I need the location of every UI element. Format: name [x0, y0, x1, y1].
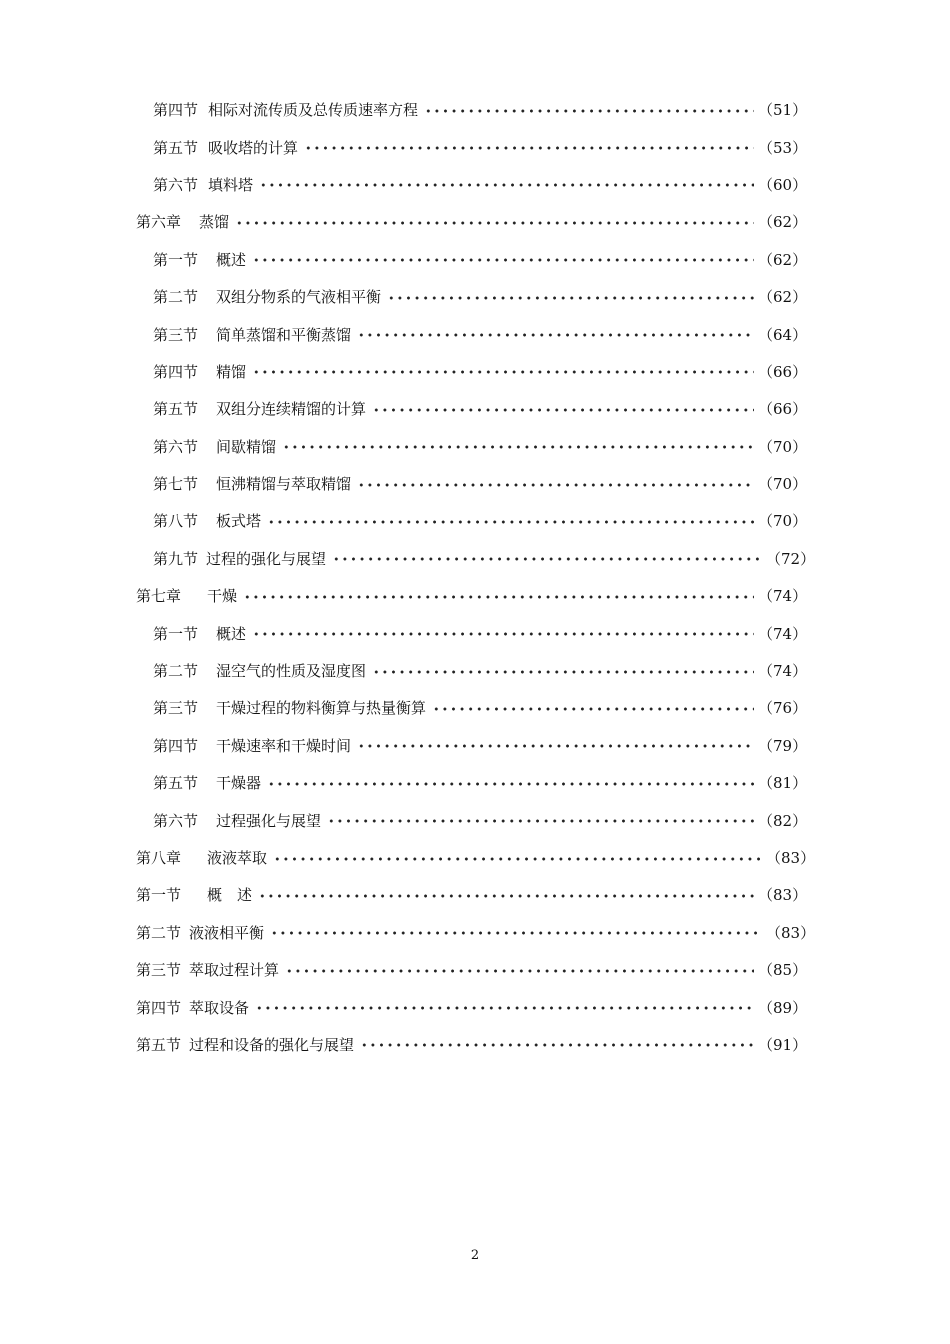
toc-entry-title: 干燥速率和干燥时间 — [216, 736, 352, 755]
toc-entry[interactable] — [0, 801, 950, 838]
toc-entry-page: （83） — [766, 923, 816, 942]
dot-leader — [357, 744, 754, 748]
toc-entry-page: （79） — [758, 736, 808, 755]
toc-entry-number: 第四节 — [153, 101, 199, 120]
toc-entry[interactable] — [0, 727, 950, 764]
toc-entry[interactable] — [0, 914, 950, 951]
toc-entry-title: 蒸馏 — [199, 213, 230, 232]
toc-entry-title: 间歇精馏 — [216, 437, 277, 456]
toc-entry-title: 吸收塔的计算 — [208, 138, 299, 157]
toc-entry-page: （83） — [766, 849, 816, 867]
toc-entry[interactable] — [0, 988, 950, 1025]
toc-entry-title: 板式塔 — [216, 512, 262, 531]
dot-leader — [432, 707, 754, 711]
dot-leader — [360, 1043, 754, 1047]
toc-entry-title: 过程的强化与展望 — [206, 549, 327, 568]
dot-leader — [252, 258, 754, 262]
dot-leader — [424, 109, 754, 113]
toc-entry-title: 过程强化与展望 — [216, 811, 322, 830]
toc-entry-title: 萃取设备 — [189, 998, 250, 1017]
toc-chapter-entry[interactable] — [0, 203, 950, 240]
toc-entry-number: 第二节 — [153, 288, 199, 307]
toc-entry-title: 概述 — [216, 250, 247, 269]
toc-entry[interactable] — [0, 1026, 950, 1063]
dot-leader — [267, 520, 754, 524]
toc-entry-number: 第五节 — [153, 774, 199, 793]
toc-entry-page: （62） — [758, 288, 808, 307]
toc-entry-number: 第五节 — [153, 138, 199, 157]
dot-leader — [327, 819, 754, 823]
toc-entry-page: （66） — [758, 400, 808, 419]
toc-entry-title: 液液相平衡 — [189, 923, 265, 942]
toc-entry[interactable] — [0, 764, 950, 801]
toc-entry[interactable] — [0, 502, 950, 539]
toc-entry[interactable] — [0, 278, 950, 315]
toc-entry[interactable] — [0, 428, 950, 465]
toc-entry-title: 干燥器 — [216, 774, 262, 793]
toc-entry-number: 第七章 — [136, 587, 182, 606]
toc-entry-title: 概 述 — [207, 886, 253, 905]
toc-entry-page: （83） — [758, 886, 808, 905]
toc-entry-page: （70） — [758, 512, 808, 531]
dot-leader — [273, 857, 762, 861]
dot-leader — [372, 670, 754, 674]
toc-entry-number: 第一节 — [153, 250, 199, 269]
toc-entry-number: 第五节 — [153, 400, 199, 419]
toc-entry[interactable] — [0, 241, 950, 278]
dot-leader — [270, 931, 762, 935]
toc-entry-number: 第八节 — [153, 512, 199, 531]
dot-leader — [252, 632, 754, 636]
toc-entry-title: 概述 — [216, 624, 247, 643]
table-of-contents — [0, 91, 950, 1063]
toc-entry-page: （66） — [758, 362, 808, 381]
toc-entry-page: （72） — [766, 549, 816, 568]
toc-entry[interactable] — [0, 465, 950, 502]
toc-entry-number: 第一节 — [153, 624, 199, 643]
toc-entry[interactable] — [0, 390, 950, 427]
toc-entry-title: 干燥过程的物料衡算与热量衡算 — [216, 699, 427, 718]
dot-leader — [259, 183, 754, 187]
toc-chapter-entry[interactable] — [0, 577, 950, 614]
dot-leader — [285, 969, 754, 973]
toc-entry-number: 第六节 — [153, 437, 199, 456]
toc-entry-number: 第六节 — [153, 175, 199, 194]
dot-leader — [332, 557, 762, 561]
toc-entry-page: （89） — [758, 998, 808, 1017]
toc-entry[interactable] — [0, 951, 950, 988]
toc-entry-page: （62） — [758, 213, 808, 232]
toc-entry[interactable] — [0, 91, 950, 128]
toc-entry-page: （76） — [758, 699, 808, 718]
toc-entry-page: （70） — [758, 437, 808, 456]
dot-leader — [243, 595, 754, 599]
toc-entry-page: （74） — [758, 587, 808, 606]
toc-entry-number: 第一节 — [136, 886, 182, 905]
toc-entry-title: 双组分连续精馏的计算 — [216, 400, 367, 419]
toc-entry-title: 双组分物系的气液相平衡 — [216, 288, 382, 307]
dot-leader — [255, 1006, 754, 1010]
toc-entry-number: 第五节 — [136, 1035, 182, 1054]
toc-entry-page: （51） — [758, 101, 808, 120]
toc-entry[interactable] — [0, 353, 950, 390]
toc-entry-title: 湿空气的性质及湿度图 — [216, 662, 367, 681]
dot-leader — [267, 782, 754, 786]
toc-entry-title: 液液萃取 — [207, 849, 268, 867]
toc-entry-page: （74） — [758, 624, 808, 643]
toc-entry-page: （53） — [758, 138, 808, 157]
toc-entry-number: 第八章 — [136, 849, 182, 867]
toc-entry-page: （91） — [758, 1035, 808, 1054]
toc-entry-page: （81） — [758, 774, 808, 793]
toc-entry-number: 第九节 — [153, 549, 199, 568]
dot-leader — [372, 408, 754, 412]
toc-entry-title: 干燥 — [207, 587, 238, 606]
toc-entry-title: 过程和设备的强化与展望 — [189, 1035, 355, 1054]
toc-entry[interactable] — [0, 689, 950, 726]
toc-entry-number: 第二节 — [136, 923, 182, 942]
dot-leader — [282, 445, 754, 449]
toc-entry-page: （85） — [758, 961, 808, 980]
toc-entry-page: （74） — [758, 662, 808, 681]
toc-entry[interactable] — [0, 652, 950, 689]
toc-entry-number: 第四节 — [136, 998, 182, 1017]
toc-entry-number: 第三节 — [153, 699, 199, 718]
toc-entry-title: 恒沸精馏与萃取精馏 — [216, 475, 352, 494]
dot-leader — [304, 146, 754, 150]
page-number: 2 — [470, 1248, 480, 1263]
dot-leader — [252, 370, 754, 374]
toc-entry-number: 第三节 — [153, 325, 199, 344]
toc-entry-number: 第七节 — [153, 475, 199, 494]
toc-entry-page: （64） — [758, 325, 808, 344]
dot-leader — [258, 894, 754, 898]
toc-entry-title: 精馏 — [216, 362, 247, 381]
toc-entry[interactable] — [0, 876, 950, 913]
toc-entry-page: （60） — [758, 175, 808, 194]
toc-entry-number: 第四节 — [153, 362, 199, 381]
toc-entry[interactable] — [0, 614, 950, 651]
toc-entry-page: （62） — [758, 250, 808, 269]
toc-entry-number: 第三节 — [136, 961, 182, 980]
toc-entry-title: 简单蒸馏和平衡蒸馏 — [216, 325, 352, 344]
toc-entry[interactable] — [0, 540, 950, 577]
toc-entry[interactable] — [0, 128, 950, 165]
toc-chapter-entry[interactable] — [0, 839, 950, 876]
toc-entry-number: 第二节 — [153, 662, 199, 681]
toc-entry-number: 第六章 — [136, 213, 182, 232]
dot-leader — [357, 333, 754, 337]
toc-entry-title: 填料塔 — [208, 175, 254, 194]
toc-entry-number: 第六节 — [153, 811, 199, 830]
toc-entry-page: （82） — [758, 811, 808, 830]
toc-entry-page: （70） — [758, 475, 808, 494]
toc-entry-number: 第四节 — [153, 736, 199, 755]
toc-entry[interactable] — [0, 315, 950, 352]
dot-leader — [387, 296, 754, 300]
dot-leader — [357, 483, 754, 487]
toc-entry-title: 萃取过程计算 — [189, 961, 280, 980]
dot-leader — [235, 221, 754, 225]
toc-entry[interactable] — [0, 166, 950, 203]
toc-entry-title: 相际对流传质及总传质速率方程 — [208, 101, 419, 120]
